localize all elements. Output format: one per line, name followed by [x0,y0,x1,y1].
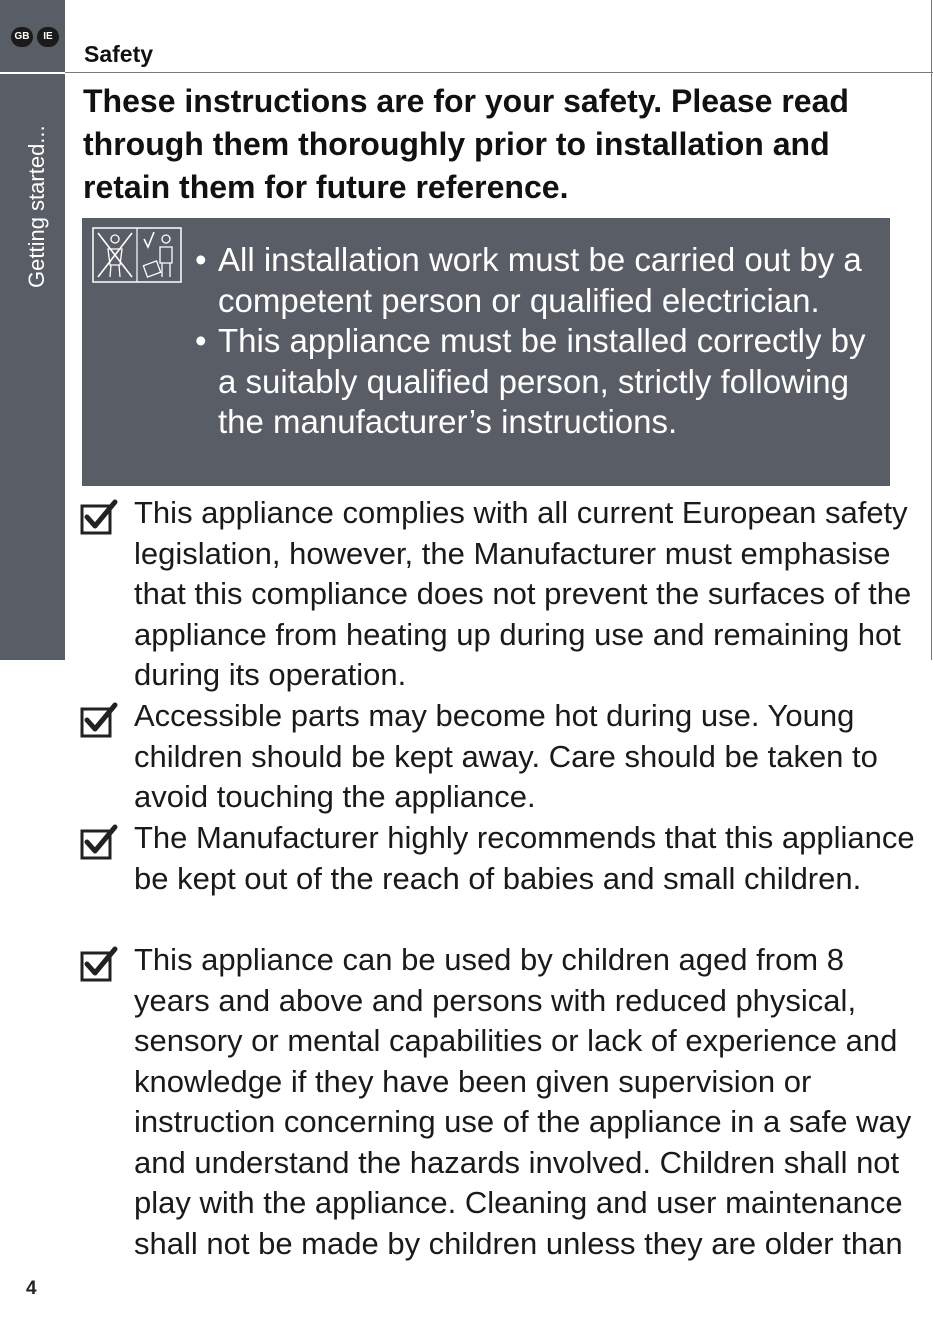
badge-ie: IE [37,27,59,47]
sidebar [0,0,65,660]
checkbox-checked-icon [80,498,118,536]
check-item-text: The Manufacturer highly recommends that this appliance be kept out of the reach of babies and small children. [134,820,915,896]
warning-item: • All installation work must be carried out by a competent person or qualified electrician. [195,241,862,319]
intro-paragraph: These instructions are for your safety. Please read through them thoroughly prior to installation and retain them for future reference. [83,83,849,205]
badge-gb: GB [11,27,33,47]
warning-list [195,240,885,443]
check-item-text: This appliance can be used by children aged from 8 years and above and persons with reduced physical, sensory or mental capabilities or lack of experience and knowledge if they have been given supervision or instruction concerning use of the appliance in a safe way and understand the hazards involved. Children shall not play with the appliance. Cleaning and user maintenance shall not be made by children unless they are older than [134,942,912,1261]
check-item-text: This appliance complies with all current European safety legislation, however, the Manufacturer must emphasise that this compliance does not prevent the surfaces of the appliance from heating up during use and remaining hot during its operation. [134,495,912,692]
checkbox-checked-icon [80,701,118,739]
sidebar-section-label: Getting started... [24,125,49,288]
warning-item: • This appliance must be installed correctly by a suitably qualified person, strictly following the manufacturer’s instructions. [195,322,866,440]
language-badges [0,0,65,74]
checkbox-checked-icon [80,823,118,861]
section-title: Safety [84,41,154,67]
checkbox-checked-icon [80,945,118,983]
page-number: 4 [26,1278,37,1299]
header-divider [65,72,933,73]
warning-box [82,218,890,486]
check-item-text: Accessible parts may become hot during use. Young children should be kept away. Care should be taken to avoid touching the appliance. [134,698,878,814]
qualified-person-icon [92,227,182,283]
right-edge-divider [931,0,932,660]
